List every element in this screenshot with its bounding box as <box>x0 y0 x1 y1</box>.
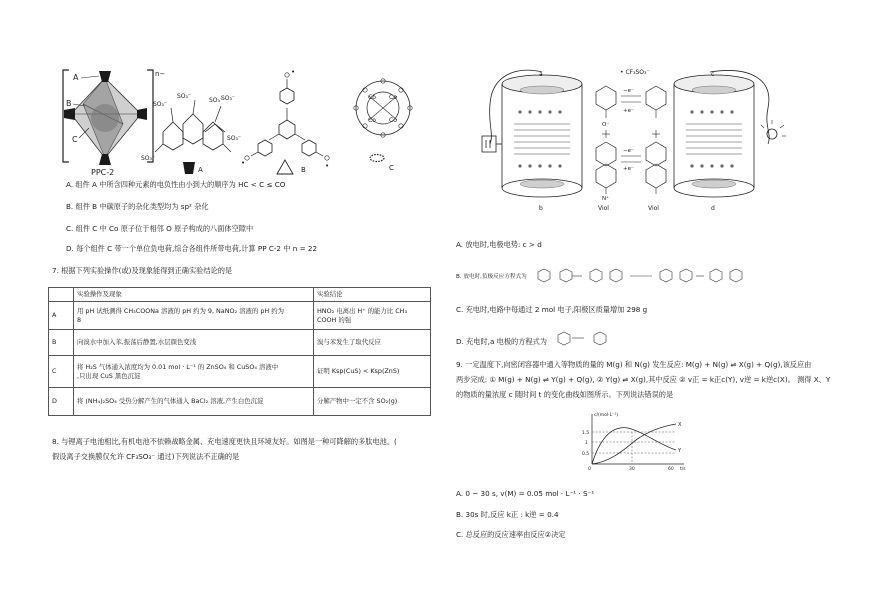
q7-table <box>48 287 431 416</box>
q8-option-a: A. 放电时,电极电势: c > d <box>456 240 542 249</box>
part-c-label: C <box>72 135 78 144</box>
label-a: a <box>539 71 543 78</box>
table-row <box>49 388 431 416</box>
plus-e-label: +e⁻ <box>623 108 634 114</box>
label-c: c <box>711 71 715 78</box>
q9-line-2: 两步完成: ① M(g) + N(g) ⇌ Y(g) + Q(g), ② Y(g) ⇌ X(g),其中反应 ② v正 = k正c(Y), v逆 = k逆c(X)。 测得 X、Y <box>456 375 831 384</box>
graph-tick-x-60: 60 <box>668 467 674 472</box>
row-operation: 用 pH 试纸测得 CH₃COONa 溶液的 pH 约为 9, NaNO₂ 溶液的 pH 约为 8 <box>74 302 314 330</box>
q6-option-a: A. 组件 A 中所含四种元素的电负性由小到大的顺序为 HC < C ≤ CO <box>66 180 286 189</box>
ppc-figure <box>55 66 435 180</box>
table-row <box>49 302 431 330</box>
molecule-scheme <box>596 86 666 194</box>
part-b-label: B <box>66 99 72 108</box>
ppc-charge: n− <box>155 70 166 78</box>
q8-line-2: 假设离子交换膜仅允许 CF₃SO₃⁻ 通过)下列说法不正确的是 <box>52 452 240 461</box>
viol-label-1: Viol <box>598 205 609 212</box>
label-d: d <box>711 205 715 212</box>
row-label: B <box>49 330 74 356</box>
q6-option-b: B. 组件 B 中碳原子的杂化类型均为 sp² 杂化 <box>66 202 209 211</box>
viol-label-2: Viol <box>648 205 659 212</box>
table-header-cell <box>49 288 74 302</box>
so3-label-3: SO₃⁻ <box>209 97 224 104</box>
graph-tick-y-1: 1 <box>585 441 588 446</box>
q8-option-b-equation <box>530 266 760 286</box>
so3-label-2: SO₃⁻ <box>177 93 192 100</box>
q8-option-c: C. 充电时,电路中每通过 2 mol 电子,阳极区质量增加 298 g <box>456 305 648 314</box>
row-operation: 将 H₂S 气体通入浓度均为 0.01 mol · L⁻¹ 的 ZnSO₄ 和 CuSO₄ 溶液中 ,只出现 CuS 黑色沉淀 <box>74 356 314 388</box>
component-a-structure <box>141 93 241 162</box>
row-label: D <box>49 388 74 416</box>
co-label-1: Co <box>368 94 376 101</box>
row-conclusion: HNO₂ 电离出 H⁺ 的能力比 CH₃ COOH 的强 <box>314 302 431 330</box>
so3-label-6: SO₃⁻ <box>227 135 242 142</box>
row-conclusion: 溴与苯发生了取代反应 <box>314 330 431 356</box>
curve-y <box>592 428 676 464</box>
table-header-cell: 实验操作及现象 <box>74 288 314 302</box>
component-b-structure <box>241 68 329 170</box>
table-header-cell: 实验结论 <box>314 288 431 302</box>
graph-xlabel: t/s <box>680 467 686 472</box>
legend-a-label: A <box>198 166 203 174</box>
e-minus-label-2: −e⁻ <box>623 148 634 154</box>
table-row <box>49 330 431 356</box>
row-operation: 向溴水中加入苯,振荡后静置,水层颜色变浅 <box>74 330 314 356</box>
co-label-3: Co <box>368 117 376 124</box>
q9-option-b: B. 30s 时,反应 k正 : k逆 = 0.4 <box>456 510 559 519</box>
e-minus-label: −e⁻ <box>623 88 634 94</box>
graph-origin: 0 <box>588 467 591 472</box>
q8-line-1: 8. 与锂离子电池相比,有机电池不依赖战略金属、充电速度更快且环境友好。如图是一种可降解的多肽电池。( <box>52 437 397 446</box>
q9-option-a: A. 0 ~ 30 s, v(M) = 0.05 mol · L⁻¹ · S⁻¹ <box>456 489 595 498</box>
dot-b-1: • <box>291 68 296 76</box>
so3-label-1: SO₃⁻ <box>153 101 168 108</box>
row-operation: 将 (NH₄)₂SO₄ 受热分解产生的气体通入 BaCl₂ 溶液,产生白色沉淀 <box>74 388 314 416</box>
left-electrode <box>502 75 582 197</box>
co-label-4: Co <box>389 117 397 124</box>
q7-title: 7. 根据下列实验操作(或)及现象能得到正确实验结论的是 <box>52 266 233 275</box>
row-conclusion: 分解产物中一定不含 SO₂(g) <box>314 388 431 416</box>
ppc-octahedron <box>64 71 147 165</box>
label-b: b <box>539 205 543 212</box>
q9-line-3: 的物质的量浓度 c 随时间 t 的变化曲线如图所示。下列说法错误的是 <box>456 390 674 399</box>
q9-line-1: 9. 一定温度下,向密闭容器中通入等物质的量的 M(g) 和 N(g) 发生反应: M(g) + N(g) ⇌ X(g) + Q(g),该反应由 <box>456 360 812 369</box>
legend-b-label: B <box>301 166 306 174</box>
row-conclusion: 证明 Ksp(CuS) < Ksp(ZnS) <box>314 356 431 388</box>
graph-curve-x-label: X <box>678 422 682 428</box>
graph-ylabel: c/(mol·L⁻¹) <box>594 413 619 418</box>
table-row <box>49 356 431 388</box>
o-minus-label: O⁻ <box>602 122 610 128</box>
legend-c-label: C <box>389 164 394 172</box>
row-label: C <box>49 356 74 388</box>
graph-tick-x-30: 30 <box>629 467 635 472</box>
cf3so3-label: • CF₃SO₃⁻ <box>620 69 650 76</box>
charger-icon <box>482 136 502 152</box>
ppc-label: PPC-2 <box>91 168 115 177</box>
bulb-icon <box>761 120 786 139</box>
plus-e-label-2: +e⁻ <box>623 166 634 172</box>
part-a-label: A <box>73 73 79 82</box>
dot-b-3: • <box>325 162 330 170</box>
so3-label-5: SO₃⁻ <box>141 155 156 162</box>
graph-tick-y-15: 1.5 <box>582 431 590 436</box>
row-label: A <box>49 302 74 330</box>
component-a-symbol <box>183 162 195 174</box>
graph-curve-y-label: Y <box>678 448 682 454</box>
q6-option-c: C. 组件 C 中 Co 原子位于相邻 O 原子构成的八面体空隙中 <box>66 224 254 233</box>
dot-b-2: • <box>241 159 246 167</box>
co-label-2: Co <box>389 94 397 101</box>
component-c-symbol <box>370 155 384 162</box>
battery-figure <box>478 64 788 216</box>
q8-option-d-equation <box>552 327 622 351</box>
so3-label-4: SO₃⁻ <box>221 95 236 102</box>
right-electrode <box>674 75 754 197</box>
component-b-symbol <box>277 160 293 174</box>
table-header-row <box>49 288 431 302</box>
component-c-structure <box>354 79 412 137</box>
n-plus-label: N⁺ <box>602 196 610 202</box>
q6-option-d: D. 每个组件 C 带一个单位负电荷,综合各组件所带电荷,计算 PP C-2 中 n = 22 <box>66 244 318 253</box>
q9-graph <box>580 410 692 472</box>
graph-tick-y-05: 0.5 <box>582 452 590 457</box>
q9-option-c: C. 总反应的反应速率由反应②决定 <box>456 530 566 539</box>
q8-option-b: B. 放电时,负极反应方程式为 <box>456 274 527 280</box>
q8-option-d: D. 充电时,a 电极的方程式为 <box>456 337 547 346</box>
